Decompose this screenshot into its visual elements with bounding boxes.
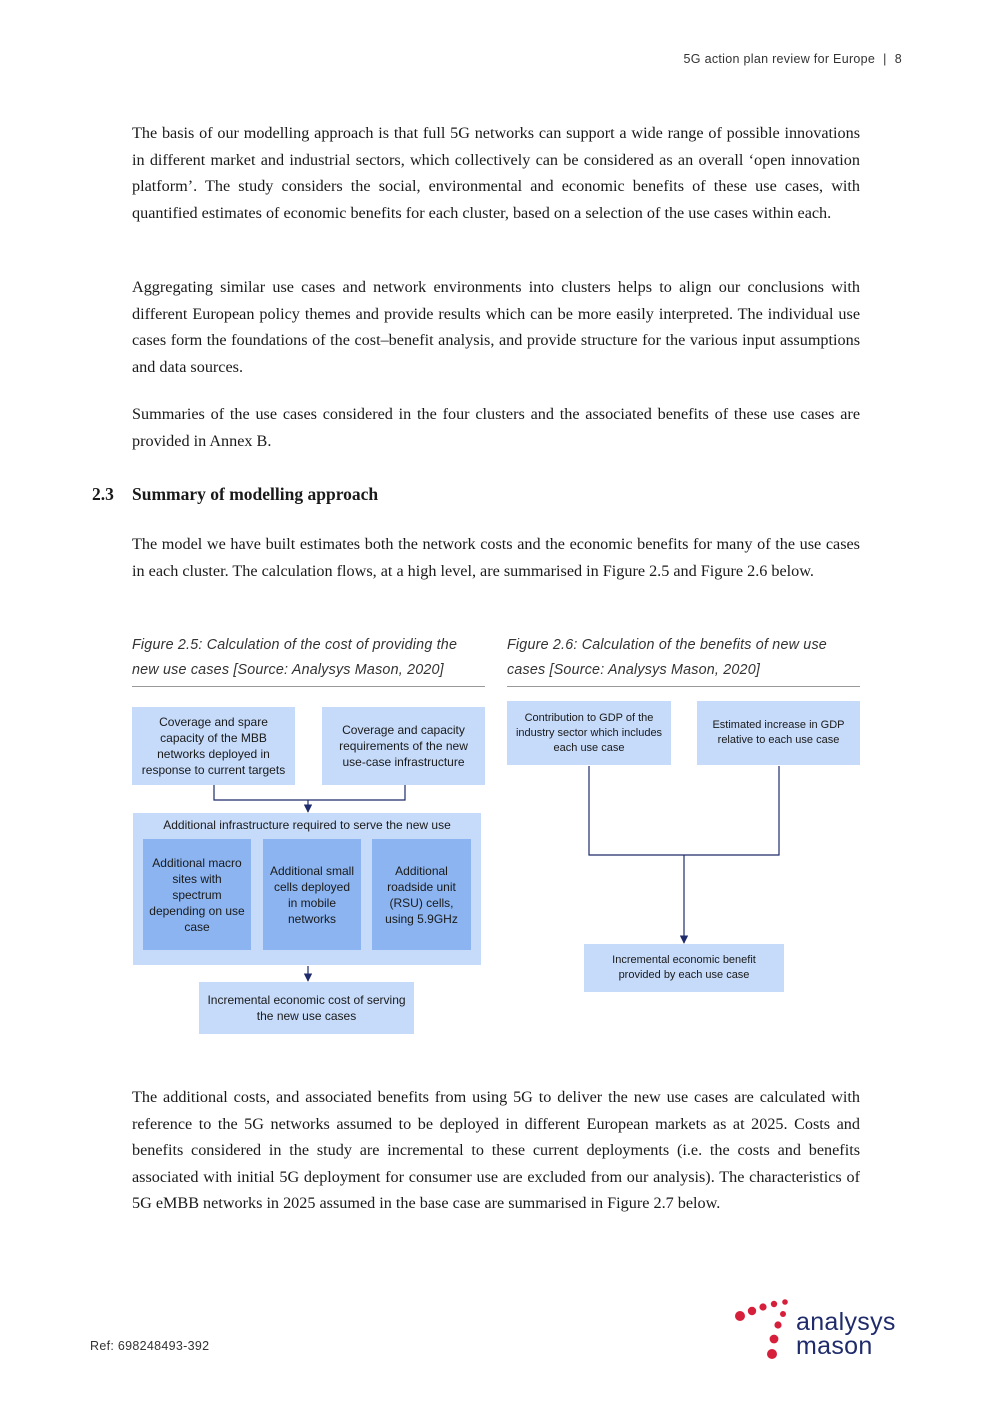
section-number: 2.3: [92, 484, 114, 504]
box-small-cells-text: Additional small cells deployed in mobile networks: [269, 863, 355, 926]
paragraph-clusters: Aggregating similar use cases and network environments into clusters helps to align our conclusions with different European policy themes and provide results which can be more easily interpreted. The individual use cases form the foundations of the cost–benefit analysis, and provide structure for the various input assumptions and data sources.: [132, 278, 860, 376]
box-gdp-contribution: [507, 701, 671, 765]
logo-text-mason: mason: [796, 1332, 873, 1360]
header-separator: |: [883, 52, 887, 66]
paragraph-model-summary: The model we have built estimates both the network costs and the economic benefits for many of the use cases in each cluster. The calculation flows, at a high level, are summarised in Figure 2.5 and Figure 2.6 below.: [132, 535, 860, 580]
figure-2-6-caption: Figure 2.6: Calculation of the benefits of new use cases [Source: Analysys Mason, 2020]: [507, 637, 827, 678]
connector-fig25-inputs: [214, 785, 405, 800]
box-incremental-cost-text: Incremental economic cost of serving the new use cases: [207, 993, 406, 1023]
page-number: 8: [894, 52, 902, 66]
box-macro-sites-text: Additional macro sites with spectrum depending on use case: [149, 855, 245, 934]
reference-number: Ref: 698248493-392: [90, 1339, 210, 1353]
box-gdp-increase: [697, 701, 860, 765]
box-macro-sites: [143, 839, 251, 950]
box-coverage-spare-capacity-text: Coverage and spare capacity of the MBB networks deployed in response to current targets: [141, 715, 286, 777]
box-incremental-cost: [199, 982, 414, 1034]
box-incremental-benefit-text: Incremental economic benefit provided by each use case: [612, 954, 756, 981]
connector-fig26-inputs: [589, 766, 779, 855]
box-gdp-contribution-text: Contribution to GDP of the industry sector which includes each use case: [515, 711, 663, 754]
figure-2-5-caption: Figure 2.5: Calculation of the cost of providing the new use cases [Source: Analysys Mason, 2020]: [132, 637, 458, 678]
logo-text-analysys: analysys: [796, 1308, 896, 1336]
box-additional-infrastructure-label: Additional infrastructure required to serve the new use: [163, 818, 451, 832]
section-title: Summary of modelling approach: [132, 484, 379, 504]
box-incremental-benefit: [584, 944, 784, 992]
box-roadside-units-text: Additional roadside unit (RSU) cells, using 5.9GHz: [385, 863, 458, 926]
box-coverage-requirements-text: Coverage and capacity requirements of the new use-case infrastructure: [339, 723, 468, 769]
paragraph-cost-benefit: The additional costs, and associated benefits from using 5G to deliver the new use cases are calculated with reference to the 5G networks assumed to be deployed in different European markets as at 2025. Costs and benefits considered in the study are incremental to these current deployments (i.e. the costs and benefits associated with initial 5G deployment for consumer use are excluded from our analysis). The characteristics of 5G eMBB networks in 2025 assumed in the base case are summarised in Figure 2.7 below.: [132, 1088, 860, 1213]
box-coverage-spare-capacity: [132, 707, 295, 785]
paragraph-modelling-basis: The basis of our modelling approach is that full 5G networks can support a wide range of possible innovations in different market and industrial sectors, which collectively can be considered as an overall ‘open innovation platform’. The study considers the social, environmental and economic benefits of these use cases, with quantified estimates of economic benefits for each cluster, based on a selection of the use cases within each.: [132, 124, 860, 222]
box-roadside-units: [372, 839, 471, 950]
box-small-cells: [263, 839, 361, 950]
header-title: 5G action plan review for Europe: [683, 52, 876, 66]
box-coverage-requirements: [322, 707, 485, 785]
paragraph-annex: Summaries of the use cases considered in the four clusters and the associated benefits of these use cases are provided in Annex B.: [132, 405, 860, 450]
box-gdp-increase-text: Estimated increase in GDP relative to each use case: [712, 719, 845, 746]
